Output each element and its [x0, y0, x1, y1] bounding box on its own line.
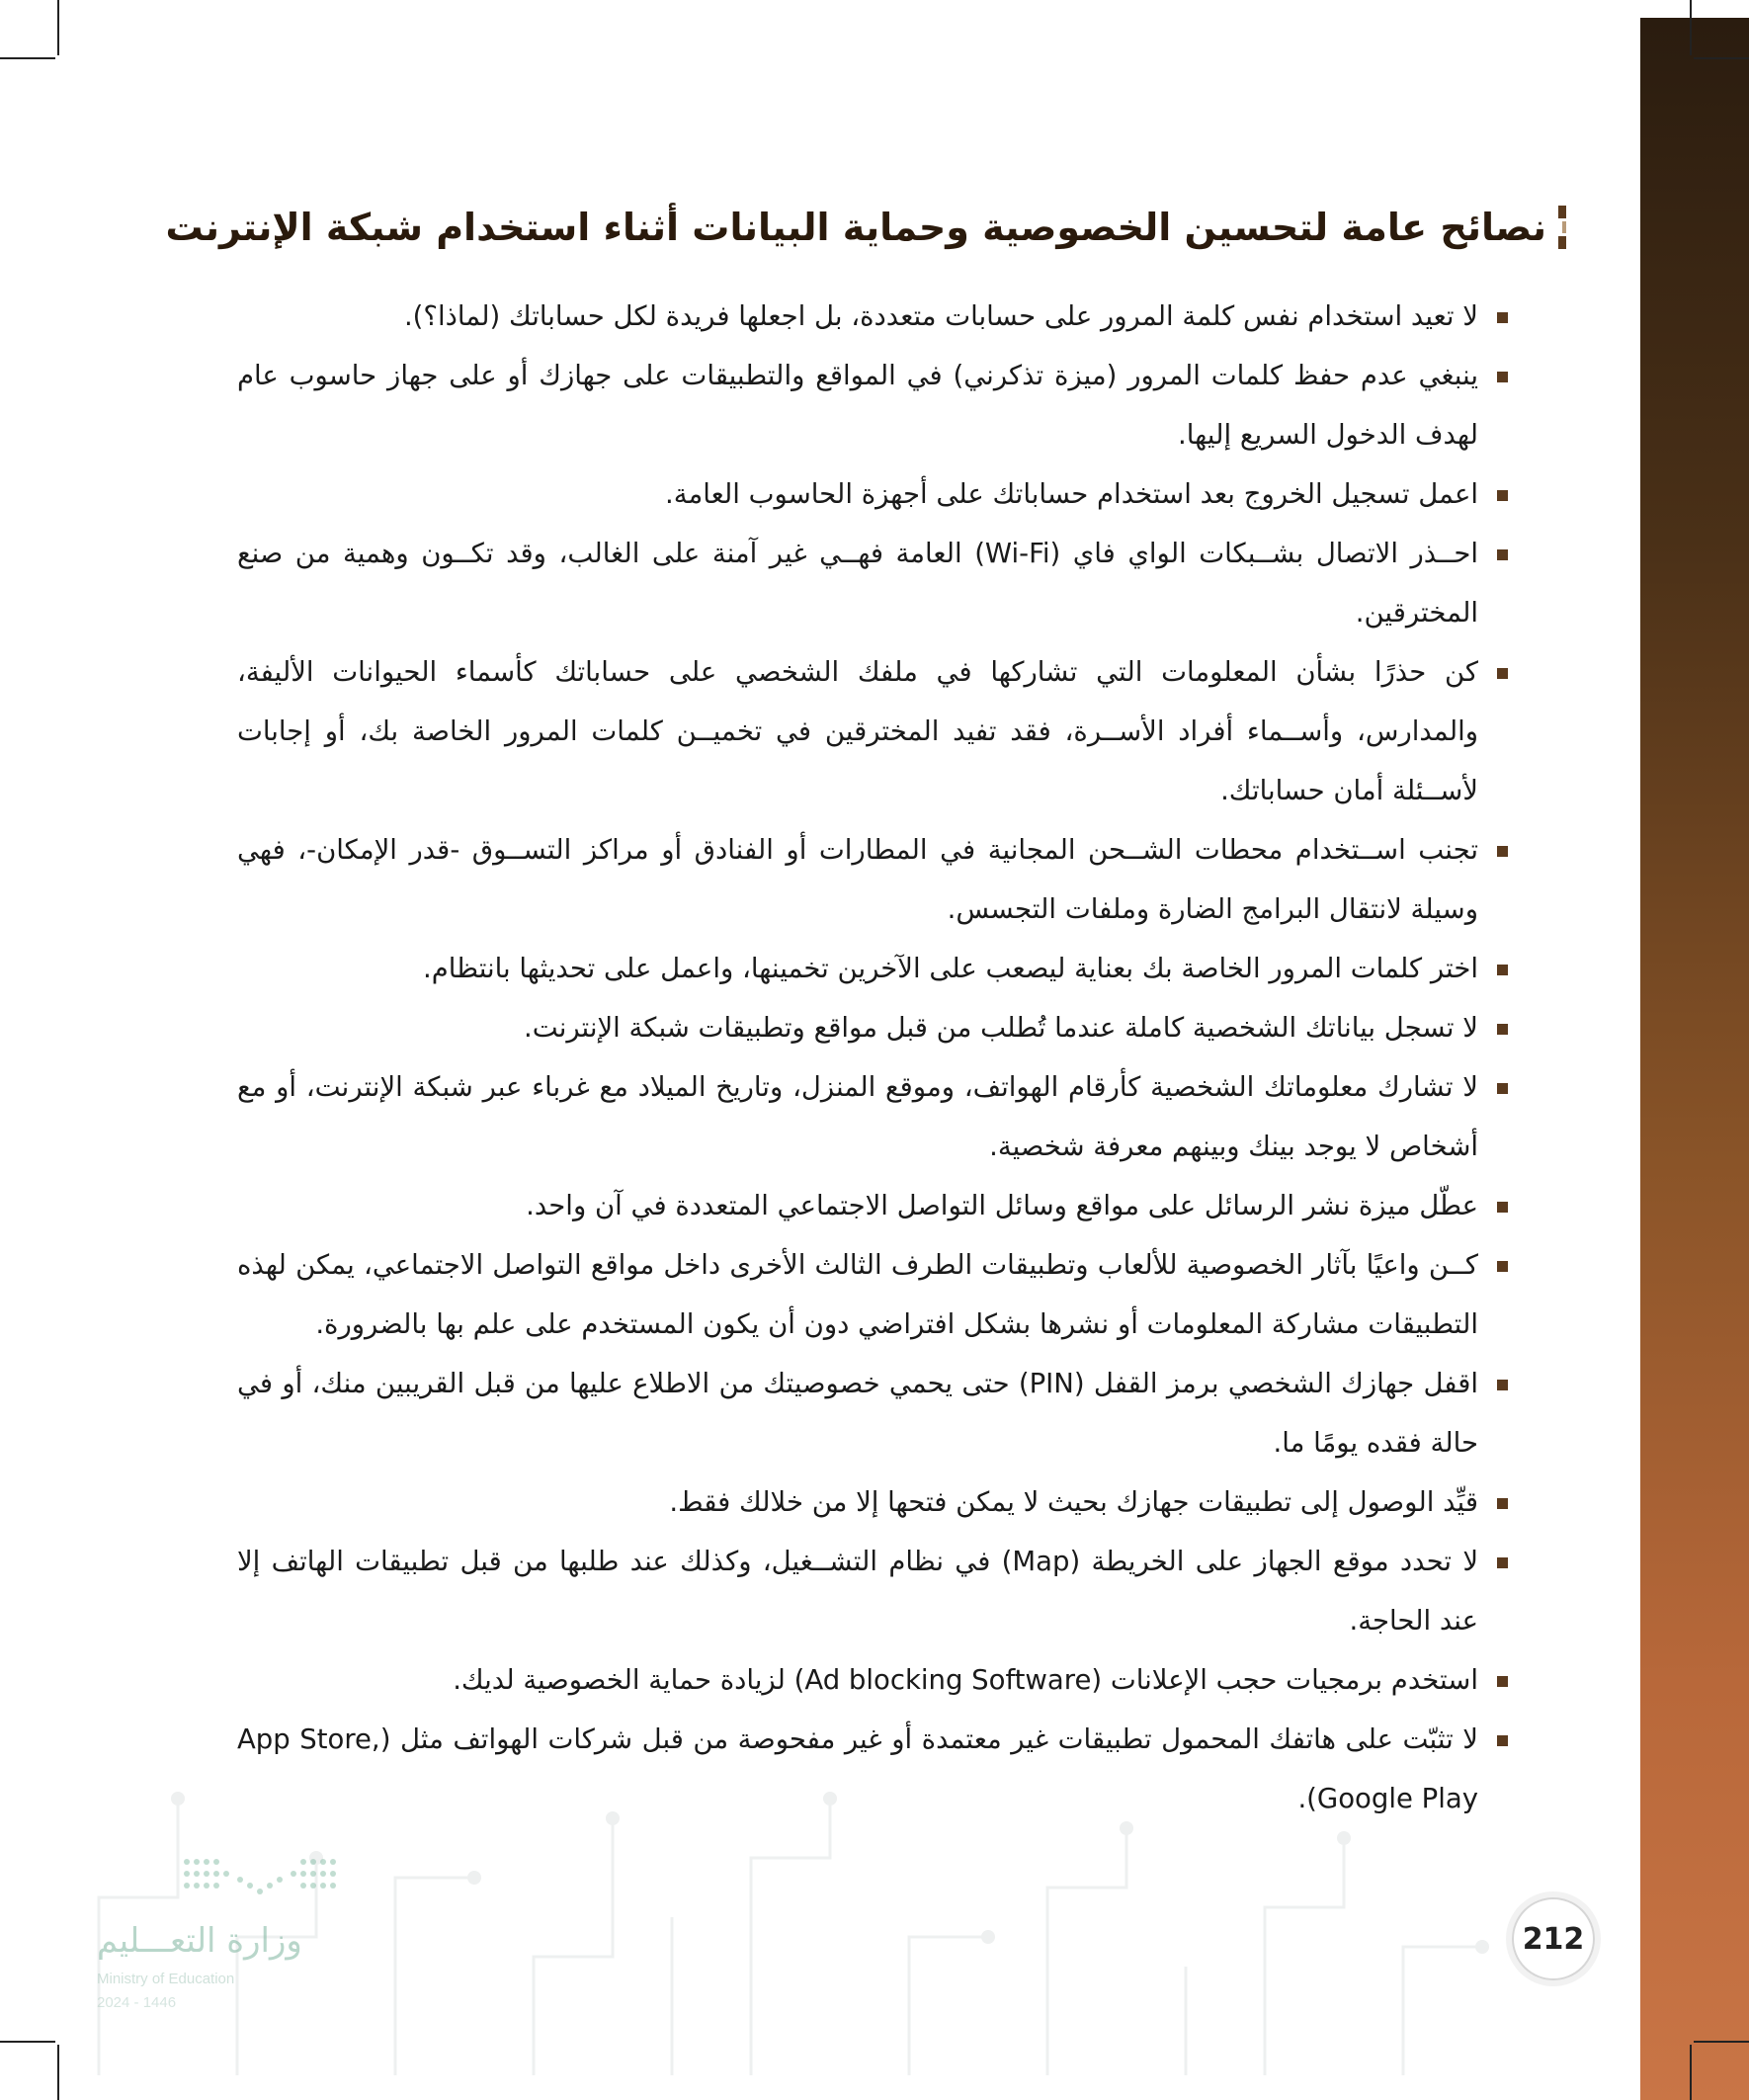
page-number: 212 [1512, 1897, 1595, 1980]
ministry-name-arabic: وزارة التعـــليم [97, 1921, 302, 1961]
list-item: لا تثبّت على هاتفك المحمول تطبيقات غير معتمدة أو غير مفحوصة من قبل شركات الهواتف مثل (App Store, Google Play). [237, 1710, 1512, 1828]
list-item: لا تعيد استخدام نفس كلمة المرور على حسابات متعددة، بل اجعلها فريدة لكل حساباتك (لماذا؟). [237, 287, 1512, 346]
square-bullet-icon [1497, 372, 1508, 382]
square-bullet-icon [1497, 846, 1508, 857]
heading-marker-icon [1558, 206, 1566, 249]
list-item: لا تسجل بياناتك الشخصية كاملة عندما تُطلب من قبل مواقع وتطبيقات شبكة الإنترنت. [237, 998, 1512, 1057]
crop-mark [1694, 2041, 1749, 2043]
square-bullet-icon [1497, 668, 1508, 679]
square-bullet-icon [1497, 549, 1508, 560]
crop-mark [1694, 57, 1749, 59]
list-item: لا تحدد موقع الجهاز على الخريطة (Map) في نظام التشــغيل، وكذلك عند طلبها من قبل تطبيقات الهاتف إلا عند الحاجة. [237, 1532, 1512, 1650]
square-bullet-icon [1497, 312, 1508, 323]
square-bullet-icon [1497, 1735, 1508, 1746]
crop-mark [0, 2041, 55, 2043]
ministry-year: 2024 - 1446 [97, 1994, 177, 2011]
crop-mark [57, 0, 59, 55]
square-bullet-icon [1497, 1261, 1508, 1272]
square-bullet-icon [1497, 1202, 1508, 1213]
list-item: عطّل ميزة نشر الرسائل على مواقع وسائل التواصل الاجتماعي المتعددة في آن واحد. [237, 1176, 1512, 1235]
list-item: كــن واعيًا بآثار الخصوصية للألعاب وتطبيقات الطرف الثالث الأخرى داخل مواقع التواصل الاجتماعي، يمكن لهذه التطبيقات مشاركة المعلومات أو نشرها بشكل افتراضي دون أن يكون المستخدم على علم بها بالضرورة. [237, 1235, 1512, 1354]
list-item: اختر كلمات المرور الخاصة بك بعناية ليصعب على الآخرين تخمينها، واعمل على تحديثها بانتظام. [237, 939, 1512, 998]
ministry-name-english: Ministry of Education [97, 1971, 235, 1987]
crop-mark [1690, 0, 1692, 55]
ministry-logo-dots-icon [181, 1856, 349, 1907]
square-bullet-icon [1497, 1676, 1508, 1687]
ministry-logo [97, 1856, 374, 2024]
crop-mark [1690, 2045, 1692, 2100]
list-item: ينبغي عدم حفظ كلمات المرور (ميزة تذكرني) في المواقع والتطبيقات على جهازك أو على جهاز حاسوب عام لهدف الدخول السريع إليها. [237, 346, 1512, 464]
crop-mark [0, 57, 55, 59]
decorative-side-band [1640, 18, 1749, 2100]
list-item: لا تشارك معلوماتك الشخصية كأرقام الهواتف، وموقع المنزل، وتاريخ الميلاد مع غرباء عبر شبكة الإنترنت، أو مع أشخاص لا يوجد بينك وبينهم معرفة شخصية. [237, 1057, 1512, 1176]
square-bullet-icon [1497, 1557, 1508, 1568]
list-item: اقفل جهازك الشخصي برمز القفل (PIN) حتى يحمي خصوصيتك من الاطلاع عليها من قبل القريبين منك، أو في حالة فقده يومًا ما. [237, 1354, 1512, 1472]
heading-title: نصائح عامة لتحسين الخصوصية وحماية البيانات أثناء استخدام شبكة الإنترنت [165, 206, 1546, 249]
square-bullet-icon [1497, 1498, 1508, 1509]
list-item: تجنب اســتخدام محطات الشــحن المجانية في المطارات أو الفنادق أو مراكز التســوق -قدر الإمكان-، فهي وسيلة لانتقال البرامج الضارة وملفات التجسس. [237, 820, 1512, 939]
square-bullet-icon [1497, 1380, 1508, 1390]
list-item: احــذر الاتصال بشــبكات الواي فاي (Wi-Fi) العامة فهــي غير آمنة على الغالب، وقد تكــون وهمية من صنع المخترقين. [237, 524, 1512, 642]
list-item: قيِّد الوصول إلى تطبيقات جهازك بحيث لا يمكن فتحها إلا من خلالك فقط. [237, 1472, 1512, 1532]
privacy-tips-list [237, 287, 1512, 1828]
square-bullet-icon [1497, 490, 1508, 501]
list-item: كن حذرًا بشأن المعلومات التي تشاركها في ملفك الشخصي على حساباتك كأسماء الحيوانات الأليفة، والمدارس، وأســماء أفراد الأســرة، فقد تفيد المخترقين في تخميــن كلمات المرور الخاصة بك، أو إجابات لأســئلة أمان حساباتك. [237, 642, 1512, 820]
list-item: اعمل تسجيل الخروج بعد استخدام حساباتك على أجهزة الحاسوب العامة. [237, 464, 1512, 524]
section-heading [165, 206, 1566, 249]
list-item: استخدم برمجيات حجب الإعلانات (Ad blocking Software) لزيادة حماية الخصوصية لديك. [237, 1650, 1512, 1710]
square-bullet-icon [1497, 1024, 1508, 1035]
square-bullet-icon [1497, 965, 1508, 975]
square-bullet-icon [1497, 1083, 1508, 1094]
